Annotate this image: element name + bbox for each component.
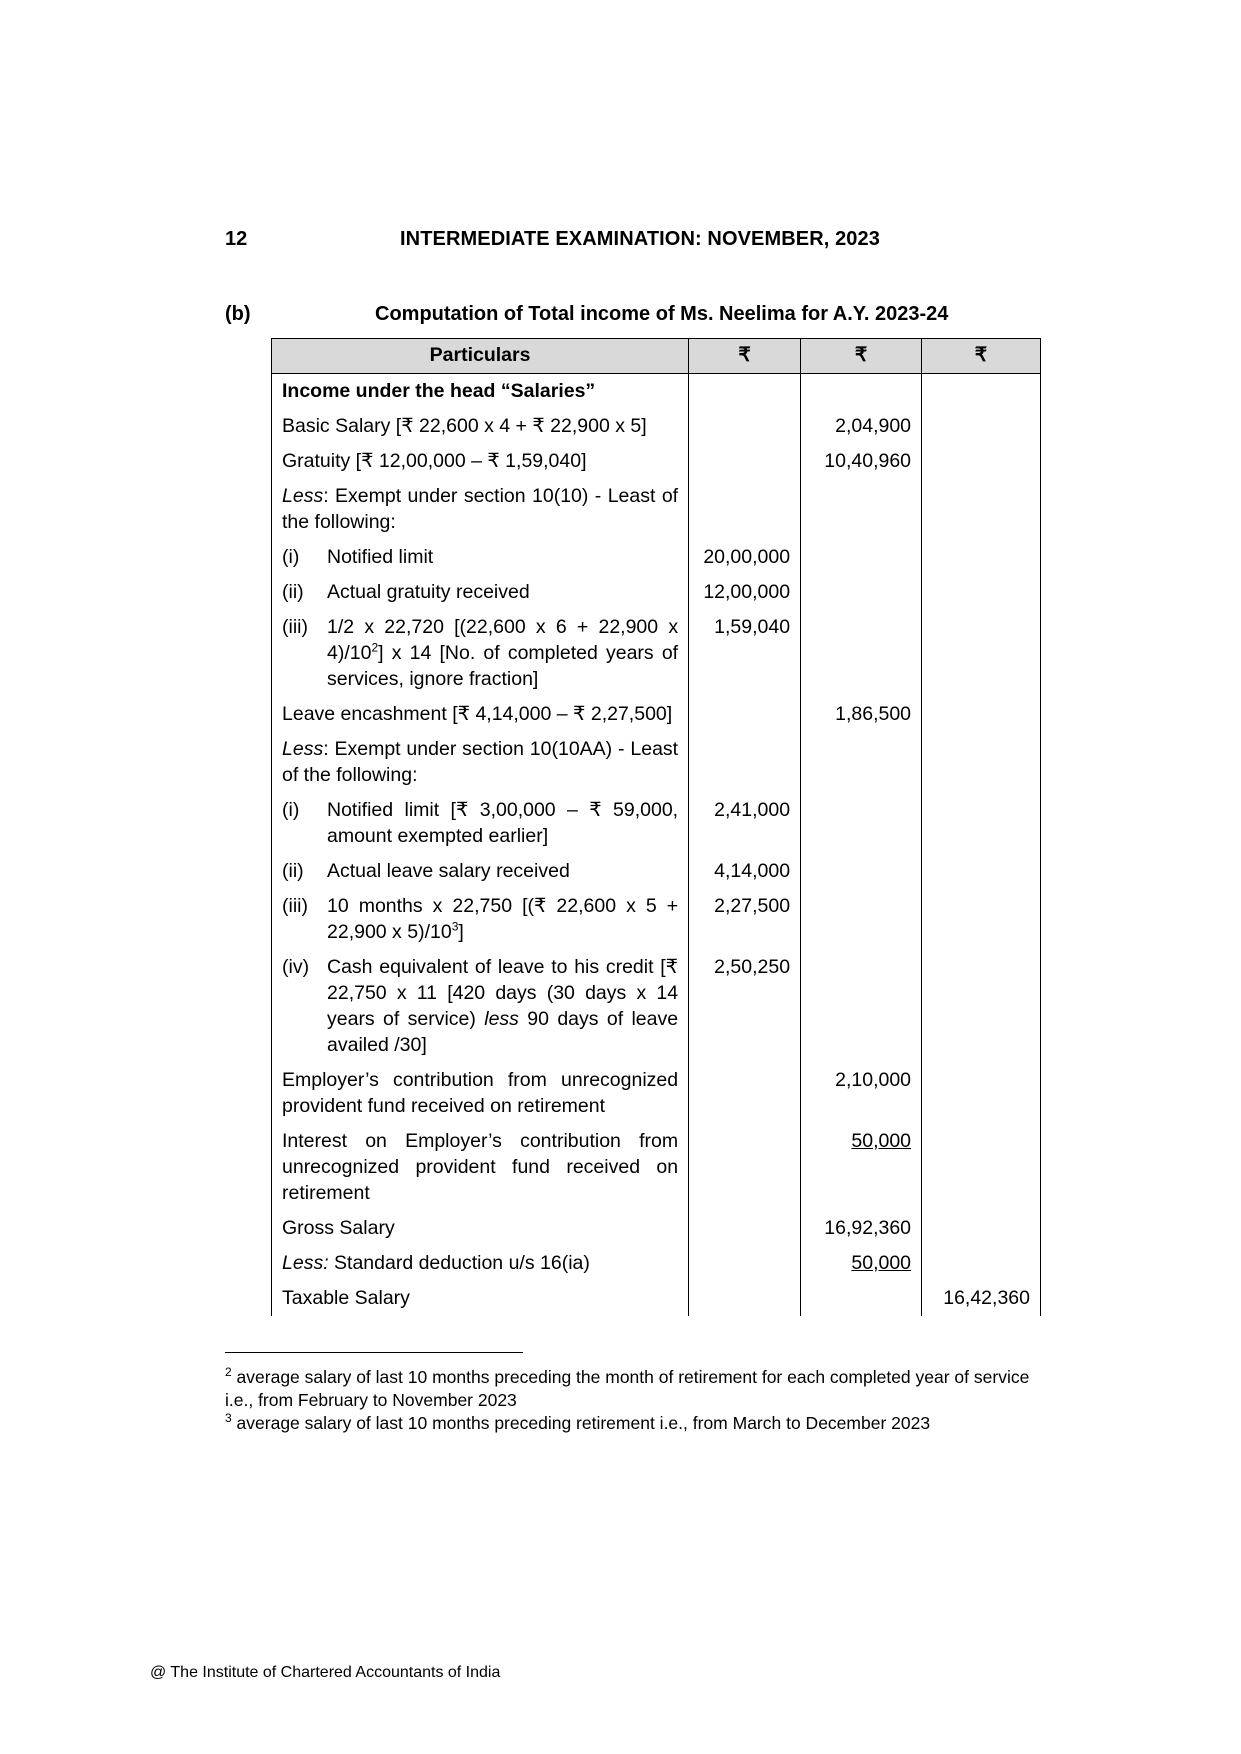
basic-salary-amount: 2,04,900 xyxy=(801,409,922,444)
footnote: $^3$ average salary of last 10 months preceding retirement i.e., from March to December 2023 xyxy=(225,1411,931,1433)
table-row xyxy=(272,793,1041,854)
less-word: Less xyxy=(282,485,324,507)
table-title: Computation of Total income of Ms. Neelima for A.Y. 2023-24 xyxy=(375,303,949,325)
item-text: Actual leave salary received xyxy=(327,860,570,882)
standard-deduction-amount: 50,000 xyxy=(851,1252,912,1274)
header-rupee-col-1: ₹ xyxy=(689,339,801,374)
pf-contribution-label: Employer’s contribution from unrecognized provident fund received on retirement xyxy=(272,1063,689,1124)
gratuity-label: Gratuity [₹ 12,00,000 – ₹ 1,59,040] xyxy=(272,444,689,479)
item-amount: 2,27,500 xyxy=(689,889,801,950)
basic-salary-label: Basic Salary [₹ 22,600 x 4 + ₹ 22,900 x 5] xyxy=(272,409,689,444)
taxable-salary-amount: 16,42,360 xyxy=(922,1281,1041,1316)
table-row xyxy=(272,854,1041,889)
table-row xyxy=(272,1246,1041,1281)
page-number: 12 xyxy=(225,228,248,250)
table-row xyxy=(272,950,1041,1063)
leave-encashment-amount: 1,86,500 xyxy=(801,697,922,732)
item-number: (iv) xyxy=(282,956,310,978)
gross-salary-label: Gross Salary xyxy=(272,1211,689,1246)
item-text: Cash equivalent of leave to his credit [₹ 22,750 x 11 [420 days (30 days x 14 years of service) less 90 days of leave availed /30] xyxy=(327,956,679,1056)
header-rupee-col-2: ₹ xyxy=(801,339,922,374)
table-row xyxy=(272,444,1041,479)
item-amount: 12,00,000 xyxy=(689,575,801,610)
page-footer: @ The Institute of Chartered Accountants of India xyxy=(150,1664,501,1681)
less-word: Less xyxy=(282,738,324,760)
footnotes xyxy=(225,1366,1055,1435)
table-row xyxy=(272,1211,1041,1246)
item-text: Actual gratuity received xyxy=(327,581,530,603)
standard-deduction-label: Less: Standard deduction u/s 16(ia) xyxy=(272,1246,689,1281)
table-row xyxy=(272,732,1041,793)
taxable-salary-label: Taxable Salary xyxy=(272,1281,689,1316)
gross-salary-amount: 16,92,360 xyxy=(801,1211,922,1246)
leave-encashment-label: Leave encashment [₹ 4,14,000 – ₹ 2,27,500] xyxy=(272,697,689,732)
computation-table xyxy=(271,338,1041,1316)
table-row xyxy=(272,1281,1041,1316)
item-amount: 1,59,040 xyxy=(689,610,801,697)
header-rupee-col-3: ₹ xyxy=(922,339,1041,374)
item-number: (ii) xyxy=(282,860,304,882)
item-number: (ii) xyxy=(282,581,304,603)
footnote-divider xyxy=(225,1352,523,1353)
salaries-head: Income under the head “Salaries” xyxy=(272,374,689,410)
item-text: 10 months x 22,750 [(₹ 22,600 x 5 + 22,900 x $5)/10^3$] xyxy=(327,895,679,943)
item-number: (i) xyxy=(282,546,300,568)
pf-contribution-amount: 2,10,000 xyxy=(801,1063,922,1124)
pf-interest-amount: 50,000 xyxy=(851,1130,912,1152)
item-text: Notified limit [₹ 3,00,000 – ₹ 59,000, amount exempted earlier] xyxy=(327,799,679,847)
item-text: 1/2 x 22,720 [(22,600 x 6 + 22,900 x $4)/10^2$] x 14 [No. of completed years of services, ignore fraction] xyxy=(327,616,679,690)
item-text: Notified limit xyxy=(327,546,434,568)
gratuity-amount: 10,40,960 xyxy=(801,444,922,479)
item-amount: 4,14,000 xyxy=(689,854,801,889)
pf-interest-label: Interest on Employer’s contribution from unrecognized provident fund received on retirement xyxy=(272,1124,689,1211)
item-amount: 2,50,250 xyxy=(689,950,801,1063)
table-row xyxy=(272,540,1041,575)
table-row xyxy=(272,889,1041,950)
table-row xyxy=(272,1063,1041,1124)
table-row xyxy=(272,610,1041,697)
item-number: (iii) xyxy=(282,616,308,638)
leave-exemption-label: Less: Exempt under section 10(10AA) - Least of the following: xyxy=(272,732,689,793)
table-row xyxy=(272,697,1041,732)
header-particulars: Particulars xyxy=(272,339,689,374)
gratuity-exemption-label: Less: Exempt under section 10(10) - Least of the following: xyxy=(272,479,689,540)
item-number: (i) xyxy=(282,799,300,821)
table-row xyxy=(272,1124,1041,1211)
table-header-row xyxy=(272,339,1041,374)
question-part-label: (b) xyxy=(225,303,251,325)
footnote: $^2$ average salary of last 10 months preceding the month of retirement for each completed year of service i.e., from February to November 2023 xyxy=(225,1365,1030,1410)
table-row xyxy=(272,374,1041,410)
table-row xyxy=(272,409,1041,444)
running-header: INTERMEDIATE EXAMINATION: NOVEMBER, 2023 xyxy=(400,228,880,250)
item-amount: 20,00,000 xyxy=(689,540,801,575)
item-amount: 2,41,000 xyxy=(689,793,801,854)
table-row xyxy=(272,575,1041,610)
table-row xyxy=(272,479,1041,540)
item-number: (iii) xyxy=(282,895,308,917)
